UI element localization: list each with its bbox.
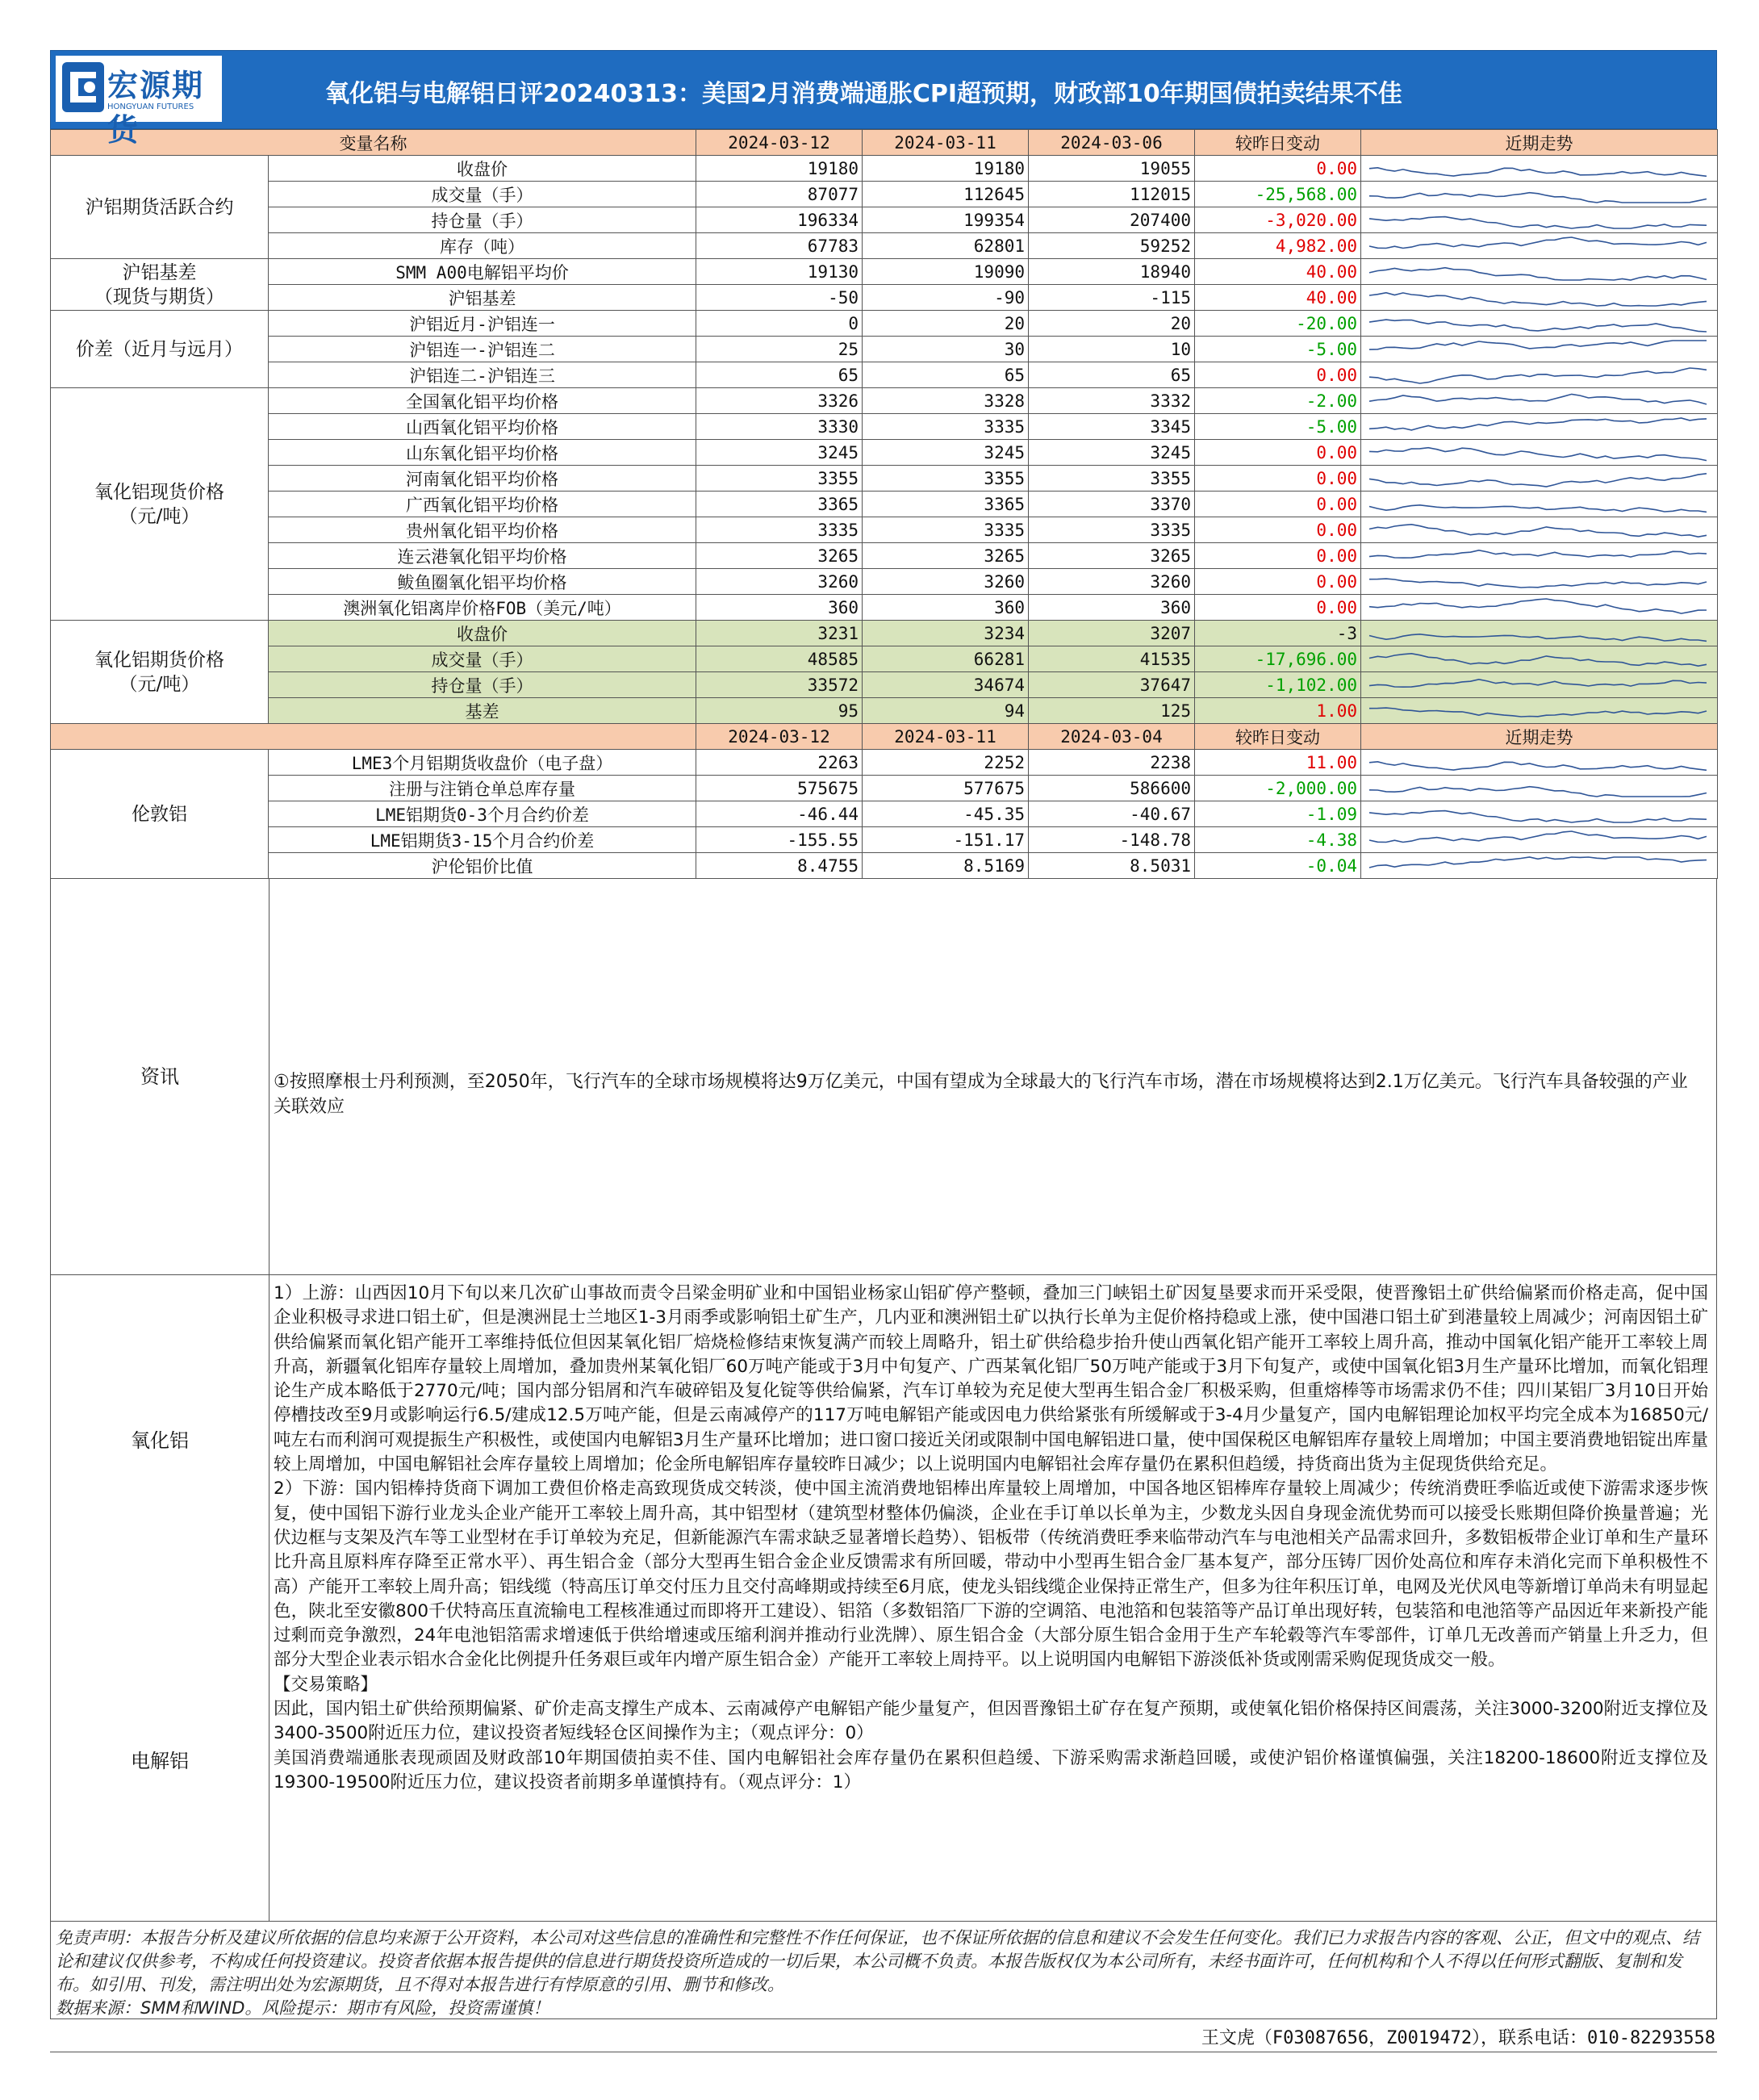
value-v3: 3265 [1029,543,1195,569]
table-row [51,672,1718,698]
daily-change: -1.09 [1195,801,1361,827]
trend-sparkline [1361,389,1715,412]
col-header-2: 2024-03-11 [863,724,1029,750]
trend-sparkline [1361,466,1715,490]
variable-name: 山东氧化铝平均价格 [269,440,696,466]
trend-cell [1361,337,1718,362]
trend-cell [1361,440,1718,466]
value-v2: 94 [863,698,1029,724]
trend-sparkline [1361,337,1715,361]
strategy-heading: 【交易策略】 [274,1674,378,1695]
value-v2: 199354 [863,207,1029,233]
col-header-3: 2024-03-06 [1029,130,1195,156]
trend-cell [1361,801,1718,827]
trend-sparkline [1361,854,1715,877]
table-row [51,646,1718,672]
trend-sparkline [1361,363,1715,387]
value-v3: 3345 [1029,414,1195,440]
trend-sparkline [1361,621,1715,645]
table-row [51,388,1718,414]
table-row [51,259,1718,285]
table-row [51,440,1718,466]
value-v2: 2252 [863,750,1029,776]
value-v2: -90 [863,285,1029,311]
value-v3: 112015 [1029,182,1195,207]
trend-sparkline [1361,776,1715,800]
value-v2: 3234 [863,621,1029,646]
table-row [51,156,1718,182]
trend-cell [1361,311,1718,337]
variable-name: 沪铝连一-沪铝连二 [269,337,696,362]
news-label: 资讯 [140,1065,179,1088]
disclaimer-section [50,1922,1717,2019]
price-table [50,129,1718,879]
value-v1: -46.44 [696,801,863,827]
disclaimer-text: 免责声明：本报告分析及建议所依据的信息均来源于公开资料，本公司对这些信息的准确性和完整性不作任何保证，也不保证所依据的信息和建议不会发生任何变化。我们已力求报告内容的客观、公正，但文中的观点、结论和建议仅供参考，不构成任何投资建议。投资者依据本报告提供的信息进行期货投资所造成的一切后果，本公司概不负责。本报告版权仅为本公司所有，未经书面许可，任何机构和个人不得以任何形式翻版、复制和发布。如引用、刊发，需注明出处为宏源期货，且不得对本报告进行有悖原意的引用、删节和修改。 [56,1928,1699,1994]
daily-change: -0.04 [1195,853,1361,879]
value-v3: 586600 [1029,776,1195,801]
table-row [51,595,1718,621]
variable-name: LME3个月铝期货收盘价（电子盘） [269,750,696,776]
trend-cell [1361,259,1718,285]
value-v3: 20 [1029,311,1195,337]
daily-change: -3 [1195,621,1361,646]
value-v2: 3335 [863,414,1029,440]
table-row [51,414,1718,440]
report-title: 氧化铝与电解铝日评20240313：美国2月消费端通胀CPI超预期，财政部10年期国债拍卖结果不佳 [325,80,1402,108]
variable-name: 沪铝基差 [269,285,696,311]
company-logo [56,56,222,148]
value-v2: 360 [863,595,1029,621]
variable-name: 持仓量（手） [269,207,696,233]
variable-name: 山西氧化铝平均价格 [269,414,696,440]
value-v3: 3207 [1029,621,1195,646]
value-v2: 8.5169 [863,853,1029,879]
daily-change: 0.00 [1195,543,1361,569]
trend-sparkline [1361,182,1715,206]
variable-name: 成交量（手） [269,182,696,207]
value-v3: 18940 [1029,259,1195,285]
variable-name: 广西氧化铝平均价格 [269,492,696,517]
trend-sparkline [1361,802,1715,826]
table-row [51,362,1718,388]
value-v1: 87077 [696,182,863,207]
variable-name: 成交量（手） [269,646,696,672]
value-v3: 3370 [1029,492,1195,517]
trend-cell [1361,207,1718,233]
trend-sparkline [1361,286,1715,309]
daily-change: -5.00 [1195,337,1361,362]
table-row [51,801,1718,827]
value-v2: 62801 [863,233,1029,259]
variable-name: 河南氧化铝平均价格 [269,466,696,492]
downstream-paragraph: 2）下游：国内铝棒持货商下调加工费但价格走高致现货成交转淡，使中国主流消费地铝棒出库量较上周增加，中国各地区铝棒库存量较上周减少；传统消费旺季临近或使下游需求逐步恢复，使中国铝下游行业龙头企业产能开工率较上周升高，其中铝型材（建筑型材整体仍偏淡，企业在手订单以长单为主，少数龙头因自身现金流优势而可以接受长账期但降价换量普遍；光伏边框与支架及汽车等工业型材在手订单较为充足，但新能源汽车需求缺乏显著增长趋势）、铝板带（传统消费旺季来临带动汽车与电池相关产品需求回升，多数铝板带企业订单和生产量环比升高且原料库存降至正常水平）、再生铝合金（部分大型再生铝合金企业反馈需求有所回暖，带动中小型再生铝合金厂基本复产，部分压铸厂因价处高位和库存未消化完而下单积极性不高）产能开工率较上周升高；铝线缆（特高压订单交付压力且交付高峰期或持续至6月底，使龙头铝线缆企业保持正常生产，但多为往年积压订单，电网及光伏风电等新增订单尚未有明显起色，陕北至安徽800千伏特高压直流输电工程核准通过而即将开工建设）、铝箔（多数铝箔厂下游的空调箔、电池箔和包装箔等产品订单出现好转，包装箔和电池箔等产品因近年来新投产能过剩而竞争激烈，24年电池铝箔需求增速低于供给增速或压缩利润并推动行业洗牌）、原生铝合金（大部分原生铝合金用于生产车轮毂等汽车零部件，订单几无改善而产销量上升乏力，但部分大型企业表示铝水合金化比例提升任务艰巨或年内增产原生铝合金）产能开工率较上周持平。以上说明国内电解铝下游淡低补货或刚需采购促现货成交一般。 [274,1479,1708,1671]
value-v2: 3328 [863,388,1029,414]
group-label: 价差（近月与远月） [51,311,269,388]
variable-name: 连云港氧化铝平均价格 [269,543,696,569]
table-header-row [51,724,1718,750]
trend-sparkline [1361,699,1715,722]
trend-cell [1361,646,1718,672]
group-label: 氧化铝期货价格 （元/吨） [51,621,269,724]
value-v2: 65 [863,362,1029,388]
value-v3: 3335 [1029,517,1195,543]
data-source-text: 数据来源：SMM和WIND。风险提示：期市有风险，投资需谨慎！ [56,1998,550,2018]
value-v2: 3365 [863,492,1029,517]
trend-sparkline [1361,312,1715,335]
trend-cell [1361,414,1718,440]
news-section [50,879,1717,1275]
value-v1: 3330 [696,414,863,440]
value-v3: -40.67 [1029,801,1195,827]
value-v2: 3260 [863,569,1029,595]
logo-cn-text: 宏源期货 [107,68,205,148]
value-v3: -115 [1029,285,1195,311]
variable-name: LME铝期货3-15个月合约价差 [269,827,696,853]
table-row [51,853,1718,879]
value-v3: 3355 [1029,466,1195,492]
trend-sparkline [1361,647,1715,671]
trend-sparkline [1361,208,1715,232]
variable-name: 收盘价 [269,156,696,182]
value-v1: 0 [696,311,863,337]
daily-change: -25,568.00 [1195,182,1361,207]
value-v2: -151.17 [863,827,1029,853]
trend-cell [1361,698,1718,724]
table-header-row [51,130,1718,156]
value-v1: 3355 [696,466,863,492]
analysis-section [50,1275,1717,1922]
value-v1: 196334 [696,207,863,233]
trend-sparkline [1361,234,1715,257]
value-v1: 3326 [696,388,863,414]
value-v1: 19130 [696,259,863,285]
trend-cell [1361,621,1718,646]
trend-cell [1361,595,1718,621]
trend-cell [1361,466,1718,492]
value-v2: 30 [863,337,1029,362]
alumina-label: 氧化铝 [131,1429,189,1452]
table-row [51,776,1718,801]
daily-change: 1.00 [1195,698,1361,724]
daily-change: 40.00 [1195,285,1361,311]
value-v2: 3265 [863,543,1029,569]
logo-en-text: HONGYUAN FUTURES [107,102,194,111]
value-v3: 41535 [1029,646,1195,672]
table-row [51,698,1718,724]
strategy-alumina: 因此，国内铝土矿供给预期偏紧、矿价走高支撑生产成本、云南减停产电解铝产能少量复产，但因晋豫铝土矿存在复产预期，或使氧化铝价格保持区间震荡，关注3000-3200附近支撑位及3400-3500附近压力位，建议投资者短线轻仓区间操作为主；（观点评分：0） [274,1699,1708,1744]
variable-name: 全国氧化铝平均价格 [269,388,696,414]
group-label: 沪铝期货活跃合约 [51,156,269,259]
trend-sparkline [1361,596,1715,619]
table-row [51,466,1718,492]
hongyuan-logo-icon [62,62,104,112]
strategy-aluminium: 美国消费端通胀表现顽固及财政部10年期国债拍卖不佳、国内电解铝社会库存量仍在累积但趋缓、下游采购需求渐趋回暖，或使沪铝价格谨慎偏强，关注18200-18600附近支撑位及19300-19500附近压力位，建议投资者前期多单谨慎持有。（观点评分：1） [274,1747,1708,1793]
value-v2: 3245 [863,440,1029,466]
value-v3: 3260 [1029,569,1195,595]
value-v1: 3260 [696,569,863,595]
news-text: ①按照摩根士丹利预测，至2050年，飞行汽车的全球市场规模将达9万亿美元，中国有望成为全球最大的飞行汽车市场，潜在市场规模将达到2.1万亿美元。飞行汽车具备较强的产业关联效应 [274,1072,1688,1117]
value-v3: 125 [1029,698,1195,724]
value-v3: 65 [1029,362,1195,388]
value-v1: 360 [696,595,863,621]
col-header-1: 2024-03-12 [696,724,863,750]
variable-name: 基差 [269,698,696,724]
value-v3: 3245 [1029,440,1195,466]
daily-change: -2,000.00 [1195,776,1361,801]
col-header-4: 较昨日变动 [1195,130,1361,156]
analyst-contact: 王文虎（F03087656，Z0019472），联系电话：010-82293558 [1201,2028,1715,2048]
daily-change: 0.00 [1195,362,1361,388]
variable-name: 库存（吨） [269,233,696,259]
value-v3: -148.78 [1029,827,1195,853]
trend-sparkline [1361,570,1715,593]
daily-change: 4,982.00 [1195,233,1361,259]
daily-change: 0.00 [1195,492,1361,517]
daily-change: -4.38 [1195,827,1361,853]
table-row [51,233,1718,259]
col-header-5: 近期走势 [1361,724,1718,750]
variable-name: 收盘价 [269,621,696,646]
value-v3: 2238 [1029,750,1195,776]
trend-cell [1361,517,1718,543]
value-v2: 19180 [863,156,1029,182]
trend-sparkline [1361,751,1715,774]
variable-name: 注册与注销仓单总库存量 [269,776,696,801]
trend-sparkline [1361,157,1715,180]
daily-change: -3,020.00 [1195,207,1361,233]
trend-cell [1361,233,1718,259]
value-v2: 66281 [863,646,1029,672]
trend-cell [1361,285,1718,311]
daily-change: -20.00 [1195,311,1361,337]
value-v3: 37647 [1029,672,1195,698]
daily-change: -2.00 [1195,388,1361,414]
trend-sparkline [1361,415,1715,438]
table-row [51,827,1718,853]
trend-sparkline [1361,828,1715,851]
daily-change: 0.00 [1195,440,1361,466]
value-v1: 3245 [696,440,863,466]
trend-cell [1361,672,1718,698]
trend-cell [1361,750,1718,776]
group-label: 伦敦铝 [51,750,269,879]
value-v2: -45.35 [863,801,1029,827]
col-header-2: 2024-03-11 [863,130,1029,156]
value-v2: 112645 [863,182,1029,207]
trend-cell [1361,543,1718,569]
value-v1: 19180 [696,156,863,182]
value-v3: 8.5031 [1029,853,1195,879]
variable-name: 沪铝近月-沪铝连一 [269,311,696,337]
value-v1: 3265 [696,543,863,569]
daily-change: 40.00 [1195,259,1361,285]
table-row [51,621,1718,646]
trend-sparkline [1361,518,1715,542]
value-v1: 33572 [696,672,863,698]
variable-name: 持仓量（手） [269,672,696,698]
value-v2: 3335 [863,517,1029,543]
value-v3: 207400 [1029,207,1195,233]
group-label: 沪铝基差 （现货与期货） [51,259,269,311]
trend-sparkline [1361,441,1715,464]
value-v1: 65 [696,362,863,388]
value-v2: 20 [863,311,1029,337]
daily-change: 11.00 [1195,750,1361,776]
report-footer [50,2019,1717,2052]
value-v1: 95 [696,698,863,724]
table-row [51,569,1718,595]
col-header-1: 2024-03-12 [696,130,863,156]
value-v2: 34674 [863,672,1029,698]
table-row [51,311,1718,337]
value-v3: 360 [1029,595,1195,621]
value-v2: 3355 [863,466,1029,492]
trend-sparkline [1361,260,1715,283]
table-row [51,337,1718,362]
variable-name: 贵州氧化铝平均价格 [269,517,696,543]
table-row [51,517,1718,543]
trend-cell [1361,182,1718,207]
col-header-variable [51,724,696,750]
variable-name: 沪铝连二-沪铝连三 [269,362,696,388]
value-v1: 575675 [696,776,863,801]
value-v2: 577675 [863,776,1029,801]
value-v1: 48585 [696,646,863,672]
daily-change: -17,696.00 [1195,646,1361,672]
variable-name: 澳洲氧化铝离岸价格FOB（美元/吨） [269,595,696,621]
daily-change: 0.00 [1195,517,1361,543]
variable-name: SMM A00电解铝平均价 [269,259,696,285]
trend-cell [1361,827,1718,853]
report-page [50,50,1717,2052]
variable-name: 沪伦铝价比值 [269,853,696,879]
table-row [51,182,1718,207]
value-v3: 59252 [1029,233,1195,259]
table-row [51,492,1718,517]
value-v3: 10 [1029,337,1195,362]
variable-name: LME铝期货0-3个月合约价差 [269,801,696,827]
trend-cell [1361,492,1718,517]
variable-name: 鲅鱼圈氧化铝平均价格 [269,569,696,595]
trend-cell [1361,569,1718,595]
aluminium-label: 电解铝 [131,1750,189,1772]
value-v1: -50 [696,285,863,311]
trend-sparkline [1361,673,1715,697]
trend-cell [1361,362,1718,388]
value-v2: 19090 [863,259,1029,285]
value-v1: 3365 [696,492,863,517]
group-label: 氧化铝现货价格 （元/吨） [51,388,269,621]
value-v3: 3332 [1029,388,1195,414]
upstream-paragraph: 1）上游：山西因10月下旬以来几次矿山事故而责令吕梁金明矿业和中国铝业杨家山铝矿停产整顿，叠加三门峡铝土矿因复垦要求而开采受限，使晋豫铝土矿供给偏紧而价格走高，促中国企业积极寻求进口铝土矿，但是澳洲昆士兰地区1-3月雨季或影响铝土矿生产，几内亚和澳洲铝土矿以执行长单为主促价格持稳或上涨，使中国港口铝土矿到港量较上周减少；河南因铝土矿供给偏紧而氧化铝产能开工率维持低位但因某氧化铝厂焙烧检修结束恢复满产而较上周略升，铝土矿供给稳步抬升使山西氧化铝产能开工率较上周升高，推动中国氧化铝产能开工率较上周升高，新疆氧化铝库存量较上周增加，叠加贵州某氧化铝厂60万吨产能或于3月中旬复产、广西某氧化铝厂50万吨产能或于3月下旬复产，或使中国氧化铝3月生产量环比增加，而氧化铝理论生产成本略低于2770元/吨；国内部分铝屑和汽车破碎铝及复化锭等供给偏紧，汽车订单较为充足使大型再生铝合金厂积极采购，但重熔棒等市场需求仍不佳；四川某铝厂3月10日开始停槽技改至9月或影响运行6.5/建成12.5万吨产能，但是云南减停产的117万吨电解铝产能或因电力供给紧张有所缓解或于3-4月少量复产，国内电解铝理论加权平均完全成本为16850元/吨左右而利润可观提振生产积极性，或使国内电解铝3月生产量环比增加；进口窗口接近关闭或限制中国电解铝进口量，使中国保税区电解铝库存量较上周增加；中国主要消费地铝锭出库量较上周增加，中国电解铝社会库存量较上周增加；伦金所电解铝库存量较昨日减少；以上说明国内电解铝社会库存量仍在累积但趋缓，持货商出货为主促现货供给充足。 [274,1283,1708,1475]
value-v1: -155.55 [696,827,863,853]
value-v1: 25 [696,337,863,362]
trend-cell [1361,388,1718,414]
value-v3: 19055 [1029,156,1195,182]
value-v1: 67783 [696,233,863,259]
daily-change: 0.00 [1195,569,1361,595]
col-header-variable: 变量名称 [51,130,696,156]
table-row [51,543,1718,569]
daily-change: 0.00 [1195,156,1361,182]
col-header-4: 较昨日变动 [1195,724,1361,750]
col-header-3: 2024-03-04 [1029,724,1195,750]
table-row [51,207,1718,233]
analysis-text [274,1282,1708,1795]
daily-change: -5.00 [1195,414,1361,440]
trend-cell [1361,853,1718,879]
daily-change: 0.00 [1195,466,1361,492]
col-header-5: 近期走势 [1361,130,1718,156]
value-v1: 8.4755 [696,853,863,879]
table-row [51,750,1718,776]
trend-sparkline [1361,544,1715,567]
trend-cell [1361,776,1718,801]
daily-change: 0.00 [1195,595,1361,621]
trend-sparkline [1361,492,1715,516]
table-row [51,285,1718,311]
trend-cell [1361,156,1718,182]
value-v1: 3231 [696,621,863,646]
daily-change: -1,102.00 [1195,672,1361,698]
value-v1: 2263 [696,750,863,776]
value-v1: 3335 [696,517,863,543]
